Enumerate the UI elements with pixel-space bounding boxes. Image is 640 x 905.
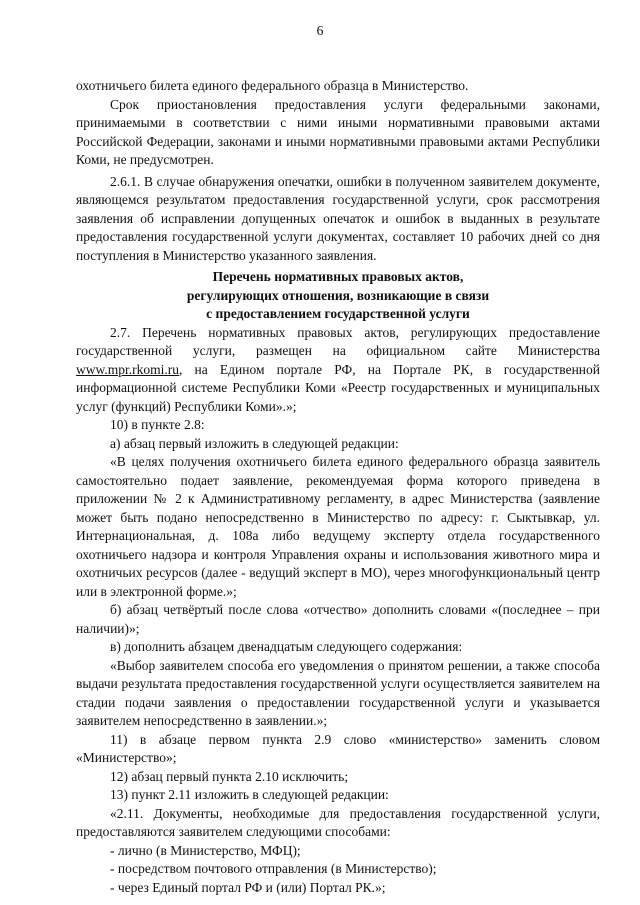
ministry-website-link[interactable]: www.mpr.rkomi.ru	[76, 361, 179, 377]
section-heading-line-2: регулирующих отношения, возникающие в связи	[186, 287, 490, 303]
paragraph-11: 11) в абзаце первом пункта 2.9 слово «министерство» заменить словом «Министерство»;	[76, 731, 600, 765]
section-heading-line-3: с предоставлением государственной услуги	[206, 306, 470, 321]
document-body	[76, 77, 600, 897]
paragraph-3: 2.6.1. В случае обнаружения опечатки, ошибки в полученном заявителем документе, являющемся результатом предоставления государственной услуги, срок рассмотрения заявления об исправлении допущенных опечаток и ошибок в выданных в результате предоставления государственной услуги документах, составляет 10 рабочих дней со дня поступления в Министерство указанного заявления.	[76, 173, 600, 263]
list-item-2: - посредством почтового отправления (в Министерство);	[110, 861, 437, 876]
paragraph-14: «2.11. Документы, необходимые для предоставления государственной услуги, предоставляются заявителем следующими способами:	[76, 805, 600, 839]
paragraph-5: 10) в пункте 2.8:	[110, 417, 205, 432]
paragraph-7: «В целях получения охотничьего билета единого федерального образца заявитель самостоятельно подает заявление, рекомендуемая форма которого приведена в приложении № 2 к Административному регламенту, в адрес Министерства (заявление может быть подано непосредственно в Министерство по адресу: г. Сыктывкар, ул. Интернациональная, д. 108а либо ведущему эксперту отдела государственного охотничьего надзора и контроля Управления охраны и использования животного мира и охотничьих ресурсов (далее - ведущий эксперт в МО), через многофункциональный центр или в электронной форме.»;	[76, 454, 600, 599]
page-number: 6	[316, 23, 324, 38]
paragraph-9: в) дополнить абзацем двенадцатым следующего содержания:	[110, 639, 463, 654]
paragraph-4-end: , на Едином портале РФ, на Портале РК, в государственной информационной системе Республики Коми «Реестр государственных и муниципальных услуг (функций) Республики Коми».»;	[76, 361, 600, 414]
list-item-1: - лично (в Министерство, МФЦ);	[110, 842, 301, 858]
paragraph-10: «Выбор заявителем способа его уведомления о принятом решении, а также способа выдачи результата предоставления государственной услуги осуществляется заявителем на стадии подачи заявления о предоставлении государственной услуги и указывается заявителем непосредственно в заявлении.»;	[76, 657, 600, 728]
list-item-3: - через Единый портал РФ и (или) Портал РК.»;	[110, 879, 386, 895]
paragraph-12: 12) абзац первый пункта 2.10 исключить;	[110, 768, 349, 784]
paragraph-2: Срок приостановления предоставления услуги федеральными законами, принимаемыми в соответствии с ними иными нормативными правовыми актами Российской Федерации, законами и иными нормативными правовыми актами Республики Коми, не предусмотрен.	[76, 96, 600, 167]
paragraph-13: 13) пункт 2.11 изложить в следующей редакции:	[110, 787, 389, 802]
paragraph-4-start: 2.7. Перечень нормативных правовых актов, регулирующих предоставление государственной услуги, размещен на официальном сайте Министерства	[76, 324, 600, 358]
section-heading-line-1: Перечень нормативных правовых актов,	[212, 269, 464, 284]
paragraph-8: б) абзац четвёртый после слова «отчество» дополнить словами «(последнее – при наличии)»;	[76, 602, 600, 636]
paragraph-1: охотничьего билета единого федерального образца в Министерство.	[76, 78, 469, 93]
paragraph-6: а) абзац первый изложить в следующей редакции:	[110, 435, 399, 451]
paragraph-4	[76, 324, 600, 417]
